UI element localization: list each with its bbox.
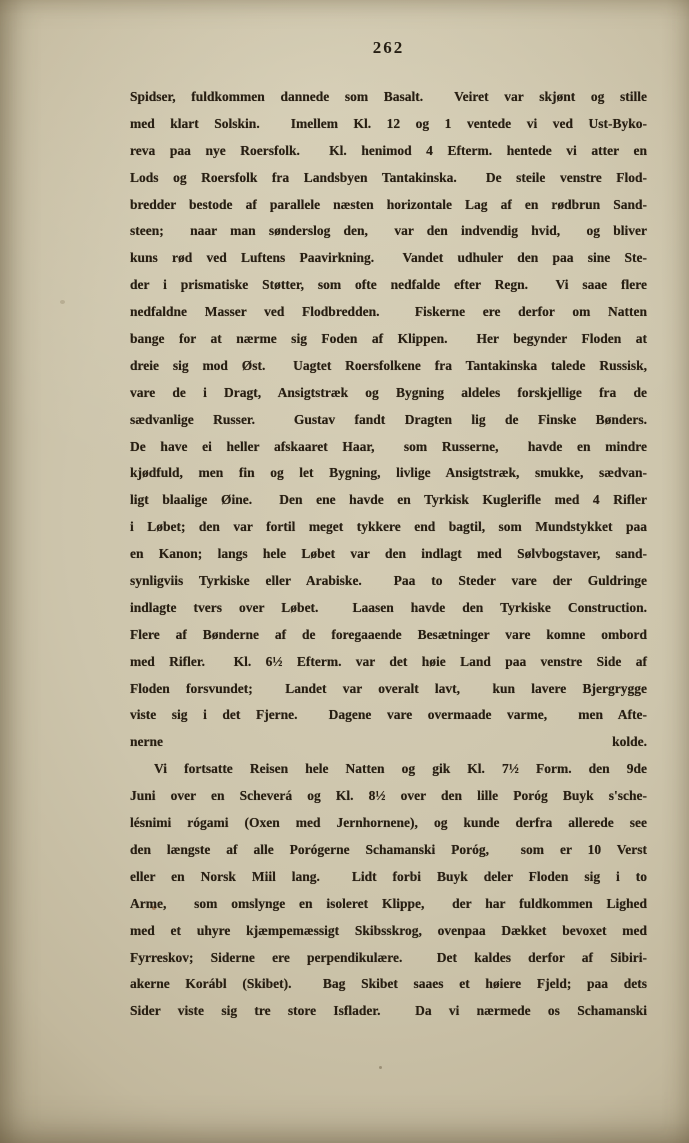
text-line: Floden forsvundet; Landet var overalt lavt, kun lavere Bjergrygge <box>130 680 647 696</box>
text-line: i Løbet; den var fortil meget tykkere end bagtil, som Mundstykket paa <box>130 519 647 535</box>
text-line: Sider viste sig tre store Isflader. Da vi nærmede os Schamanski <box>130 1003 647 1019</box>
text-line: Spidser, fuldkommen dannede som Basalt. Veiret var skjønt og stille <box>130 89 647 104</box>
text-line: reva paa nye Roersfolk. Kl. henimod 4 Efterm. hentede vi atter en <box>130 142 647 158</box>
paragraph <box>130 84 647 756</box>
text-line: ligt blaalige Øine. Den ene havde en Tyrkisk Kuglerifle med 4 Rifler <box>130 492 647 508</box>
text-line: Vi fortsatte Reisen hele Natten og gik Kl. 7½ Form. den 9de <box>154 761 647 777</box>
page-number: 262 <box>372 38 405 57</box>
text-line: kjødfuld, men fin og let Bygning, livlige Ansigtstræk, smukke, sædvan- <box>130 465 647 481</box>
text-block <box>130 84 647 1025</box>
text-line: sædvanlige Russer. Gustav fandt Dragten lig de Finske Bønders. <box>130 411 647 427</box>
text-line: Flere af Bønderne af de foregaaende Besætninger vare komne ombord <box>130 626 647 642</box>
text-line: den længste af alle Porógerne Schamanski Poróg, som er 10 Verst <box>130 841 647 857</box>
text-line: med klart Solskin. Imellem Kl. 12 og 1 ventede vi ved Ust-Byko- <box>130 115 647 131</box>
text-line: Juni over en Scheverá og Kl. 8½ over den lille Poróg Buyk s'sche- <box>130 788 647 804</box>
paragraph <box>130 756 647 1025</box>
paper-speck <box>379 1066 382 1069</box>
text-line: Fyrreskov; Siderne ere perpendikulære. Det kaldes derfor af Sibiri- <box>130 949 647 965</box>
text-line: kuns rød ved Luftens Paavirkning. Vandet udhuler den paa sine Ste- <box>130 250 647 266</box>
text-line: Lods og Roersfolk fra Landsbyen Tantakinska. De steile venstre Flod- <box>130 169 647 185</box>
text-line: eller en Norsk Miil lang. Lidt forbi Buyk deler Floden sig i to <box>130 868 647 884</box>
text-line: en Kanon; langs hele Løbet var den indlagt med Sølvbogstaver, sand- <box>130 546 647 562</box>
text-line: nerne kolde. <box>130 734 647 750</box>
text-line: bredder bestode af parallele næsten horizontale Lag af en rødbrun Sand- <box>130 196 647 212</box>
text-line: dreie sig mod Øst. Uagtet Roersfolkene fra Tantakinska talede Russisk, <box>130 357 647 373</box>
text-line: med et uhyre kjæmpemæssigt Skibsskrog, ovenpaa Dækket bevoxet med <box>130 922 647 938</box>
text-line: lésnimi rógami (Oxen med Jernhornene), og kunde derfra allerede see <box>130 815 647 831</box>
text-line: bange for at nærme sig Foden af Klippen. Her begynder Floden at <box>130 331 647 347</box>
text-line: der i prismatiske Støtter, som ofte nedfalde efter Regn. Vi saae flere <box>130 277 647 293</box>
text-line: indlagte tvers over Løbet. Laasen havde den Tyrkiske Construction. <box>130 599 647 615</box>
text-line: De have ei heller afskaaret Haar, som Russerne, havde en mindre <box>130 438 647 454</box>
text-line: akerne Korábl (Skibet). Bag Skibet saaes et høiere Fjeld; paa dets <box>130 976 647 992</box>
text-line: Arme, som omslynge en isoleret Klippe, der har fuldkommen Lighed <box>130 895 647 911</box>
text-line: viste sig i det Fjerne. Dagene vare overmaade varme, men Afte- <box>130 707 647 723</box>
text-line: steen; naar man sønderslog den, var den indvendig hvid, og bliver <box>130 223 647 239</box>
paper-speck <box>60 300 65 304</box>
text-line: nedfaldne Masser ved Flodbredden. Fiskerne ere derfor om Natten <box>130 304 647 320</box>
text-line: synligviis Tyrkiske eller Arabiske. Paa to Steder vare der Guldringe <box>130 573 647 589</box>
text-line: vare de i Dragt, Ansigtstræk og Bygning aldeles forskjellige fra de <box>130 384 647 400</box>
text-line: med Rifler. Kl. 6½ Efterm. var det høie Land paa venstre Side af <box>130 653 647 669</box>
